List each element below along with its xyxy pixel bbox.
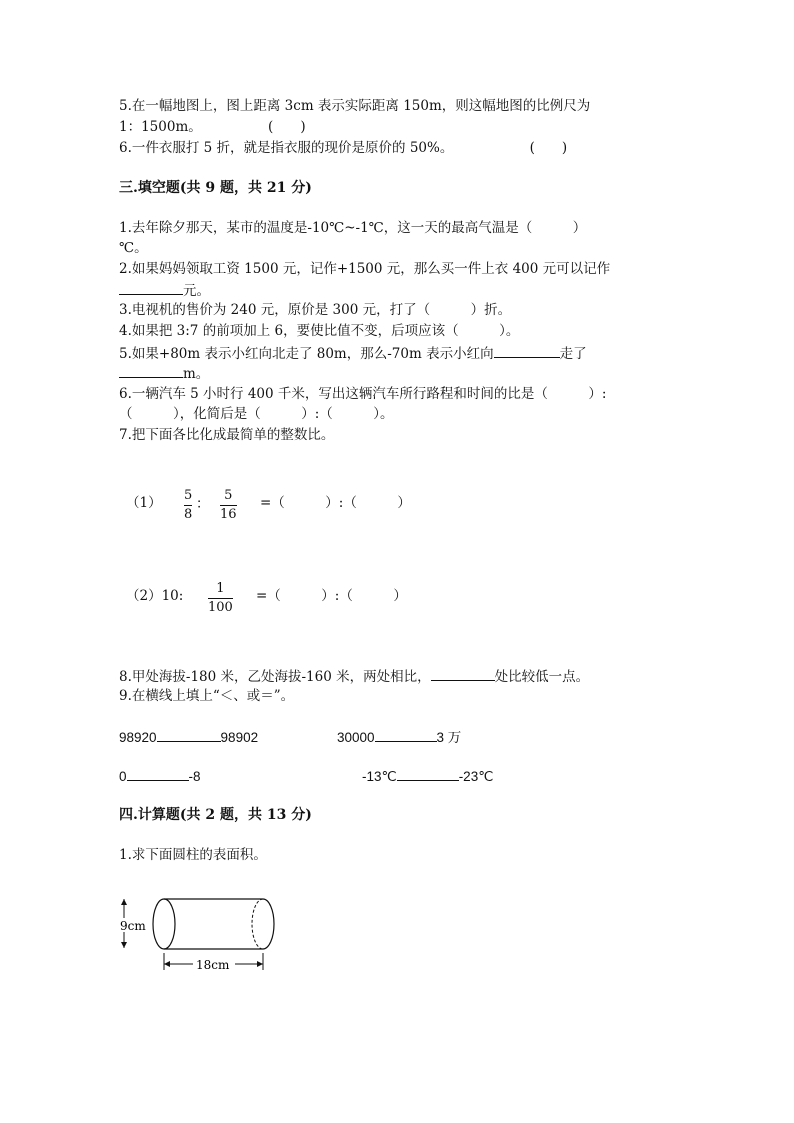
length-arrow-right (257, 961, 263, 967)
fill-q6-line2: （ ），化简后是（ ）:（ ）。 (119, 406, 394, 422)
q7-item1-frac1-numerator: 5 (184, 488, 193, 503)
q7-item2-label: （2）10: (126, 588, 184, 604)
compare2-right: 3 万 (436, 730, 462, 745)
fill-q5-line2 (119, 363, 209, 383)
length-label: 18cm (196, 958, 230, 972)
judge-q6-text: 6.一件衣服打 5 折，就是指衣服的现价是原价的 50%。 (119, 140, 454, 156)
compare1-right: 98902 (220, 730, 259, 745)
q7-item1-frac2-denominator: 16 (220, 507, 237, 522)
fill-q2-blank[interactable] (119, 280, 183, 295)
fill-q2-line1: 2.如果妈妈领取工资 1500 元，记作+1500 元，那么买一件上衣 400 元可以记作 (119, 261, 611, 277)
fill-q9: 9.在横线上填上“＜、或＝”。 (119, 688, 295, 704)
judge-q5-line1: 5.在一幅地图上，图上距离 3cm 表示实际距离 150m，则这幅地图的比例尺为 (119, 98, 591, 114)
compare4-right: -23℃ (458, 769, 494, 784)
judge-q5-line2 (119, 118, 306, 136)
compare4-blank[interactable] (397, 766, 459, 781)
q7-item2-frac-denominator: 100 (208, 600, 233, 615)
fill-q5-suffix: 走了 (559, 346, 587, 362)
diameter-arrow-up (121, 899, 127, 905)
section4-title: 四.计算题(共 2 题，共 13 分) (119, 807, 312, 823)
fill-q8-suffix: 处比较低一点。 (494, 669, 590, 685)
length-arrow-left (164, 961, 170, 967)
q7-item1-answer[interactable]: =（ ）:（ ） (260, 495, 411, 511)
cylinder-right-arc (263, 899, 274, 949)
fill-q8-prefix: 8.甲处海拔-180 米，乙处海拔-160 米，两处相比， (119, 669, 431, 685)
q7-item1-frac2-numerator: 5 (224, 488, 233, 503)
fill-q5-prefix: 5.如果+80m 表示小红向北走了 80m，那么-70m 表示小红向 (119, 346, 494, 362)
section3-title: 三.填空题(共 9 题，共 21 分) (119, 180, 312, 196)
q7-item1-frac1-denominator: 8 (184, 507, 193, 522)
compare2-left: 30000 (337, 730, 375, 745)
fill-q3: 3.电视机的售价为 240 元，原价是 300 元，打了（ ）折。 (119, 302, 512, 318)
fill-q5-blank2[interactable] (119, 363, 183, 378)
judge-q5-answer-paren[interactable]: ( ) (268, 119, 306, 135)
fill-q6-line1: 6.一辆汽车 5 小时行 400 千米，写出这辆汽车所行路程和时间的比是（ ）: (119, 386, 607, 402)
diameter-arrow-down (121, 942, 127, 948)
compare-row1-item1 (119, 727, 258, 747)
q7-item1-fraction2 (220, 488, 237, 523)
cylinder-left-face (153, 899, 175, 949)
compare1-blank[interactable] (157, 727, 221, 742)
fill-q1-line2: ℃。 (119, 240, 148, 256)
compare1-left: 98920 (119, 730, 157, 745)
fill-q8 (119, 666, 589, 686)
fill-q4: 4.如果把 3:7 的前项加上 6，要使比值不变，后项应该（ ）。 (119, 323, 520, 339)
fill-q2-line2 (119, 280, 210, 300)
q7-item2-answer[interactable]: =（ ）:（ ） (256, 588, 407, 604)
q7-item1-label: （1） (126, 495, 162, 511)
diameter-label: 9cm (120, 919, 146, 933)
q7-item2-fraction (208, 581, 233, 616)
cylinder-figure (118, 890, 288, 980)
q7-item1-colon: ： (196, 496, 210, 512)
fill-q8-blank[interactable] (431, 666, 495, 681)
judge-q5-text: 1：1500m。 (119, 119, 202, 135)
judge-q6-line (119, 139, 567, 157)
compare2-blank[interactable] (375, 727, 437, 742)
fill-q5-line1 (119, 343, 587, 363)
q7-item2-frac-numerator: 1 (216, 581, 225, 596)
compare4-left: -13℃ (362, 769, 397, 784)
compare-row2-item1 (119, 766, 201, 786)
fill-q5-unit: m。 (183, 366, 210, 382)
fill-q5-blank1[interactable] (494, 343, 560, 358)
fill-q7: 7.把下面各比化成最简单的整数比。 (119, 427, 335, 443)
compare3-blank[interactable] (127, 766, 189, 781)
compare-row1-item2 (337, 727, 461, 747)
calc-q1: 1.求下面圆柱的表面积。 (119, 847, 267, 863)
compare-row2-item2 (362, 766, 493, 786)
fill-q2-suffix: 元。 (183, 283, 210, 299)
cylinder-hidden-arc (252, 899, 263, 949)
fill-q1-line1: 1.去年除夕那天，某市的温度是-10℃~-1℃，这一天的最高气温是（ ） (119, 220, 587, 236)
q7-item1-fraction1 (184, 488, 192, 523)
judge-q6-answer-paren[interactable]: ( ) (529, 140, 568, 156)
compare3-left: 0 (119, 769, 127, 784)
compare3-right: -8 (188, 769, 201, 784)
